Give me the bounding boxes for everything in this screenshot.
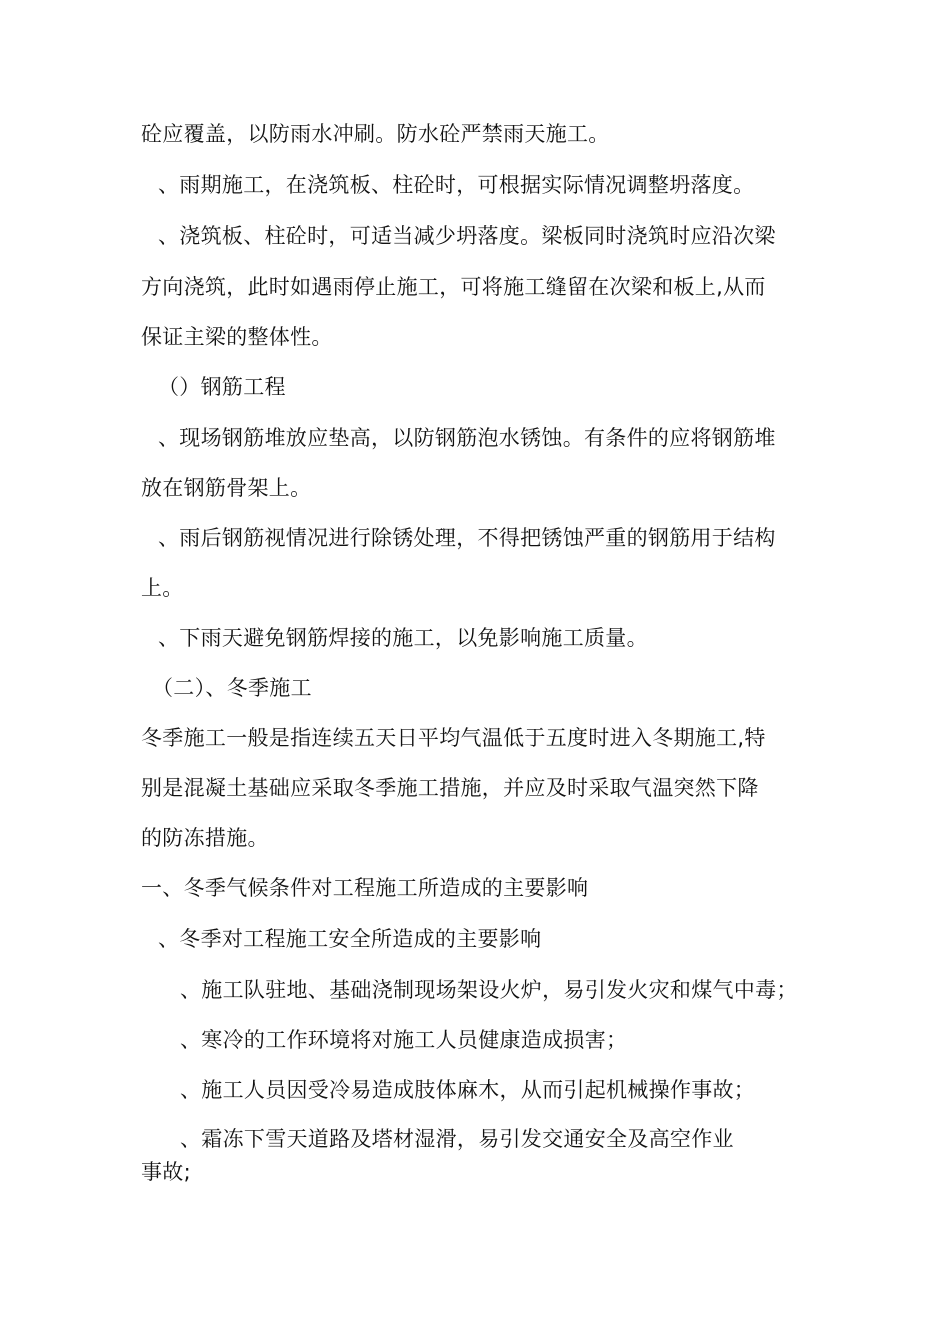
text-line: 保证主梁的整体性。 (141, 325, 333, 349)
section-heading: （）钢筋工程 (158, 375, 286, 399)
list-item: 、施工人员因受冷易造成肢体麻木，从而引起机械操作事故； (180, 1078, 756, 1102)
section-heading: 一、冬季气候条件对工程施工所造成的主要影响 (141, 876, 589, 900)
section-heading: （二）、冬季施工 (152, 676, 312, 700)
list-item: 、施工队驻地、基础浇制现场架设火炉，易引发火灾和煤气中毒； (180, 978, 798, 1002)
subsection-heading: 、冬季对工程施工安全所造成的主要影响 (158, 927, 542, 951)
text-line: 砼应覆盖，以防雨水冲刷。防水砼严禁雨天施工。 (141, 122, 610, 146)
text-line: 事故; (141, 1160, 191, 1184)
text-line: 、现场钢筋堆放应垫高，以防钢筋泡水锈蚀。有条件的应将钢筋堆 (158, 426, 776, 450)
text-line: 、下雨天避免钢筋焊接的施工，以免影响施工质量。 (158, 626, 648, 650)
text-line: 冬季施工一般是指连续五天日平均气温低于五度时进入冬期施工,特 (141, 726, 766, 750)
text-line: 放在钢筋骨架上。 (141, 476, 312, 500)
list-item: 、霜冻下雪天道路及塔材湿滑，易引发交通安全及高空作业 (180, 1127, 734, 1151)
text-line: 方向浇筑，此时如遇雨停止施工，可将施工缝留在次梁和板上,从而 (141, 275, 766, 299)
list-item: 、寒冷的工作环境将对施工人员健康造成损害； (180, 1028, 628, 1052)
text-line: 、雨后钢筋视情况进行除锈处理，不得把锈蚀严重的钢筋用于结构 (158, 526, 776, 550)
text-line: 、浇筑板、柱砼时，可适当减少坍落度。梁板同时浇筑时应沿次梁 (158, 224, 776, 248)
text-line: 上。 (141, 576, 184, 600)
text-line: 别是混凝土基础应采取冬季施工措施，并应及时采取气温突然下降 (141, 776, 759, 800)
text-line: 的防冻措施。 (141, 826, 269, 850)
text-line: 、雨期施工，在浇筑板、柱砼时，可根据实际情况调整坍落度。 (158, 173, 755, 197)
